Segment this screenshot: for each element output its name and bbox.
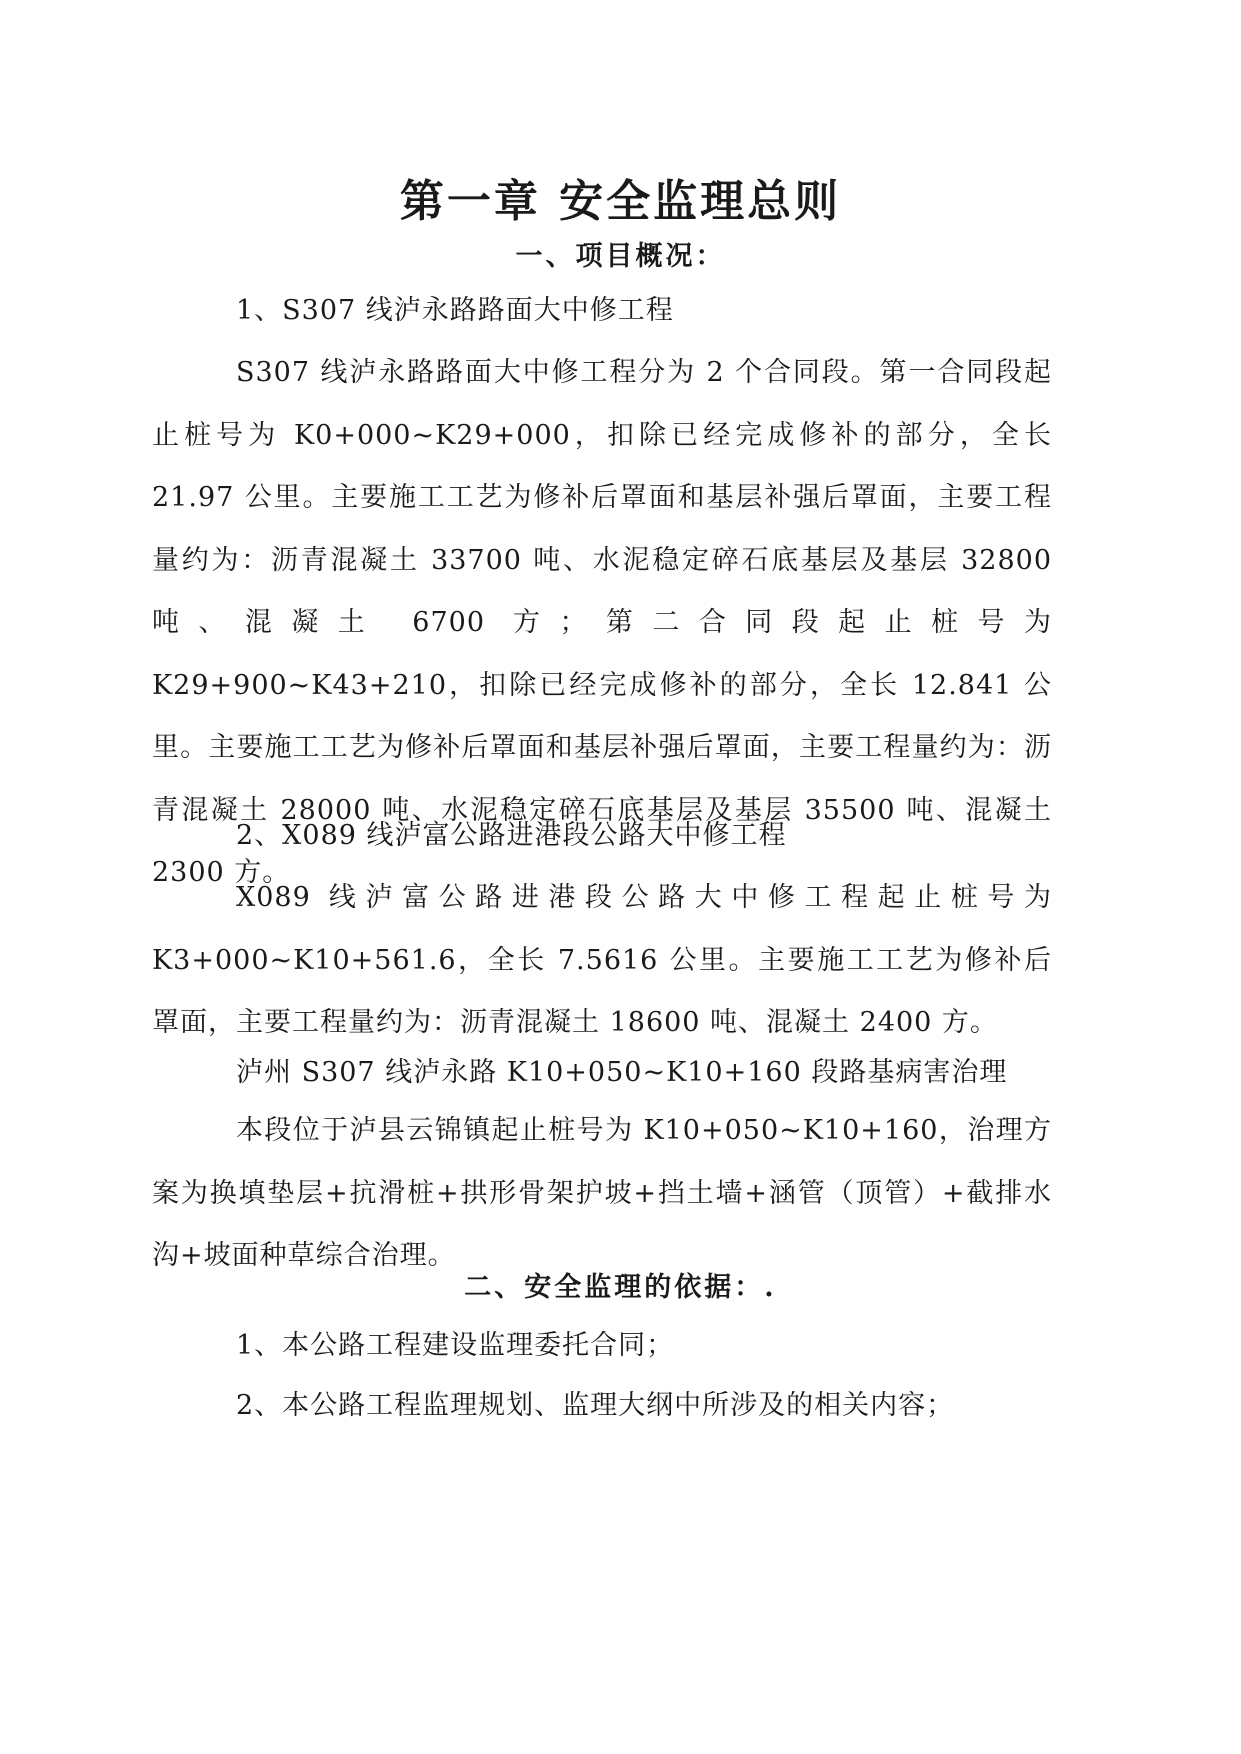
- item2-body: X089 线泸富公路进港段公路大中修工程起止桩号为 K3+000~K10+561.6，全长 7.5616 公里。主要施工工艺为修补后罩面，主要工程量约为：沥青混凝土 18600 吨、混凝土 2400 方。: [152, 882, 1052, 1038]
- item3-title: 泸州 S307 线泸永路 K10+050~K10+160 段路基病害治理: [236, 1057, 1008, 1088]
- item1-title: 1、S307 线泸永路路面大中修工程: [236, 295, 674, 326]
- basis-item-2: 2、本公路工程监理规划、监理大纲中所涉及的相关内容；: [236, 1390, 955, 1421]
- item1-body: S307 线泸永路路面大中修工程分为 2 个合同段。第一合同段起止桩号为 K0+000~K29+000，扣除已经完成修补的部分，全长 21.97 公里。主要施工工艺为修补后罩面和基层补强后罩面，主要工程量约为：沥青混凝土 33700 吨、水泥稳定碎石底基层及基层 32800 吨、混凝土 6700 方；第二合同段起止桩号为 K29+900~K43+210，扣除已经完成修补的部分，全长 12.841 公里。主要施工工艺为修补后罩面和基层补强后罩面，主要工程量约为：沥青混凝土 28000 吨、水泥稳定碎石底基层及基层 35500 吨、混凝土 2300 方。: [152, 357, 1052, 888]
- basis-item-1: 1、本公路工程建设监理委托合同；: [236, 1330, 675, 1361]
- chapter-title: 第一章 安全监理总则: [399, 176, 842, 227]
- section-heading-supervision-basis: 二、安全监理的依据：.: [464, 1272, 777, 1303]
- item2-title: 2、X089 线泸富公路进港段公路大中修工程: [236, 820, 787, 851]
- item3-body: 本段位于泸县云锦镇起止桩号为 K10+050~K10+160，治理方案为换填垫层+抗滑桩+拱形骨架护坡+挡土墙+涵管（顶管）+截排水沟+坡面种草综合治理。: [152, 1115, 1052, 1271]
- section-heading-project-overview: 一、项目概况：: [515, 241, 726, 272]
